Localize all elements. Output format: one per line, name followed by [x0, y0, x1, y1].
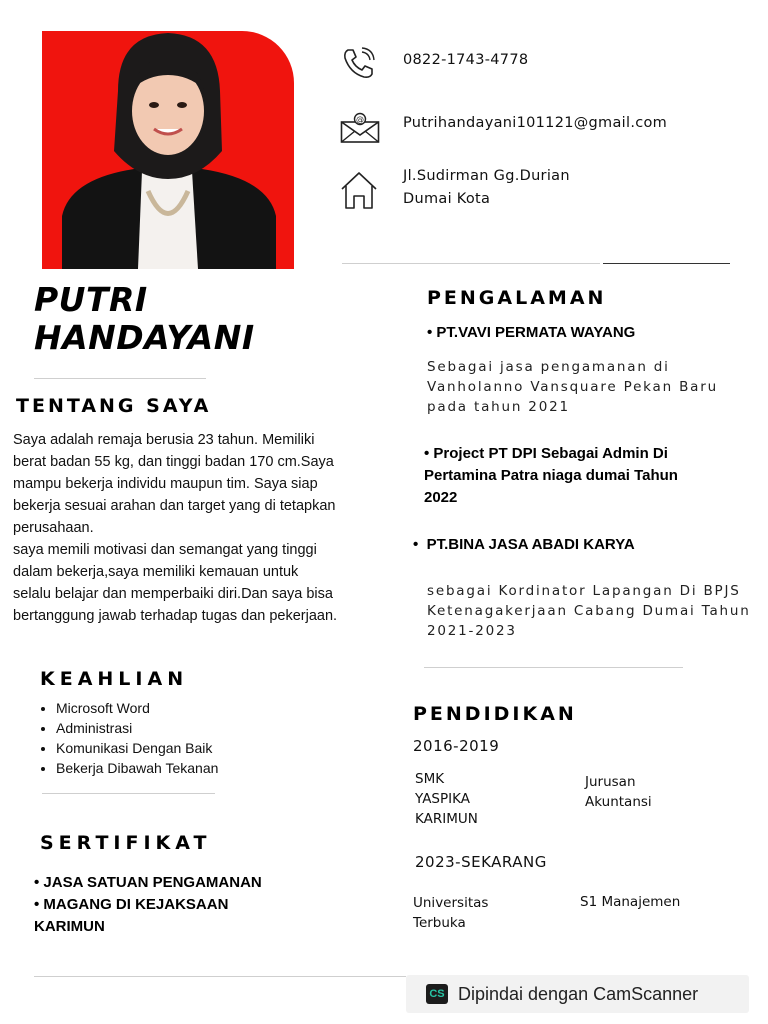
skills-list	[40, 698, 218, 778]
school-name-line: SMK	[415, 771, 445, 787]
divider	[342, 263, 600, 264]
email-icon	[340, 112, 380, 149]
experience-heading: PENGALAMAN	[427, 287, 607, 309]
address-line-1: Jl.Sudirman Gg.Durian	[403, 168, 570, 184]
skill-item: • Administrasi	[56, 718, 218, 738]
divider	[34, 378, 206, 379]
camscanner-watermark	[406, 975, 749, 1013]
about-line: mampu bekerja individu maupun tim. Saya siap	[13, 476, 318, 492]
certificate-item: • MAGANG DI KEJAKSAAN	[34, 896, 229, 913]
home-icon	[340, 170, 378, 215]
divider	[34, 976, 406, 977]
school-name-line: YASPIKA	[415, 791, 470, 807]
about-line: saya memili motivasi dan semangat yang tinggi	[13, 542, 317, 558]
certificate-item: • JASA SATUAN PENGAMANAN	[34, 874, 262, 891]
job-description-line: Sebagai jasa pengamanan di	[427, 359, 670, 375]
profile-photo	[42, 31, 294, 269]
job-title-line: • Project PT DPI Sebagai Admin Di	[424, 445, 668, 462]
camscanner-text: Dipindai dengan CamScanner	[458, 983, 699, 1004]
job-title: • PT.VAVI PERMATA WAYANG	[427, 324, 636, 341]
about-line: Saya adalah remaja berusia 23 tahun. Memiliki	[13, 432, 315, 448]
education-period: 2023-SEKARANG	[415, 853, 547, 871]
about-line: dalam bekerja,saya memiliki kemauan untuk	[13, 564, 299, 580]
about-text	[13, 429, 393, 627]
certificates-heading: SERTIFIKAT	[40, 832, 212, 854]
job-description-line: pada tahun 2021	[427, 399, 570, 415]
job-description-line: sebagai Kordinator Lapangan Di BPJS	[427, 583, 741, 599]
divider	[42, 793, 215, 794]
education-heading: PENDIDIKAN	[413, 703, 577, 725]
school-major: S1 Manajemen	[580, 894, 681, 910]
education-period: 2016-2019	[413, 737, 500, 755]
about-line: berat badan 55 kg, dan tinggi badan 170 cm.Saya	[13, 454, 334, 470]
about-line: bekerja sesuai arahan dan target yang di tetapkan	[13, 498, 336, 514]
name-line-1: PUTRI	[34, 280, 148, 319]
school-major	[585, 772, 652, 812]
school-name	[413, 893, 488, 933]
about-heading: TENTANG SAYA	[16, 395, 212, 417]
skill-item: • Microsoft Word	[56, 698, 218, 718]
job-title-line: Pertamina Patra niaga dumai Tahun	[424, 467, 678, 484]
divider-accent	[603, 263, 730, 264]
about-line: perusahaan.	[13, 520, 94, 536]
email-address[interactable]: Putrihandayani101121@gmail.com	[403, 115, 668, 131]
school-name-line: Universitas	[413, 895, 489, 911]
address-line-2: Dumai Kota	[403, 191, 491, 207]
job-description	[427, 357, 718, 417]
full-name	[34, 281, 255, 357]
job-description-line: Vanholanno Vansquare Pekan Baru	[427, 379, 718, 395]
skill-item: • Bekerja Dibawah Tekanan	[56, 758, 218, 778]
phone-icon	[342, 46, 376, 85]
school-name-line: Terbuka	[413, 915, 466, 931]
school-major-line: Jurusan	[585, 774, 636, 790]
job-title	[424, 443, 678, 509]
job-description-line: Ketenagakerjaan Cabang Dumai Tahun	[427, 603, 751, 619]
certificates-list	[34, 872, 262, 938]
job-title-line: 2022	[424, 489, 458, 506]
skill-item: • Komunikasi Dengan Baik	[56, 738, 218, 758]
school-name	[415, 769, 478, 829]
school-name-line: KARIMUN	[415, 811, 478, 827]
person-silhouette-icon	[42, 31, 294, 269]
job-description-line: 2021-2023	[427, 623, 517, 639]
address	[403, 165, 570, 211]
skills-heading: KEAHLIAN	[40, 668, 189, 690]
divider	[424, 667, 683, 668]
job-title: • PT.BINA JASA ABADI KARYA	[413, 536, 635, 553]
school-major-line: Akuntansi	[585, 794, 652, 810]
about-line: selalu belajar dan memperbaiki diri.Dan saya bisa	[13, 586, 333, 602]
certificate-item-continued: KARIMUN	[34, 918, 105, 935]
phone-number[interactable]: 0822-1743-4778	[403, 52, 529, 68]
name-line-2: HANDAYANI	[34, 318, 255, 357]
about-line: bertanggung jawab terhadap tugas dan pekerjaan.	[13, 608, 338, 624]
job-description	[427, 581, 751, 641]
svg-text:@: @	[356, 115, 364, 124]
camscanner-logo-icon: CS	[426, 984, 448, 1004]
